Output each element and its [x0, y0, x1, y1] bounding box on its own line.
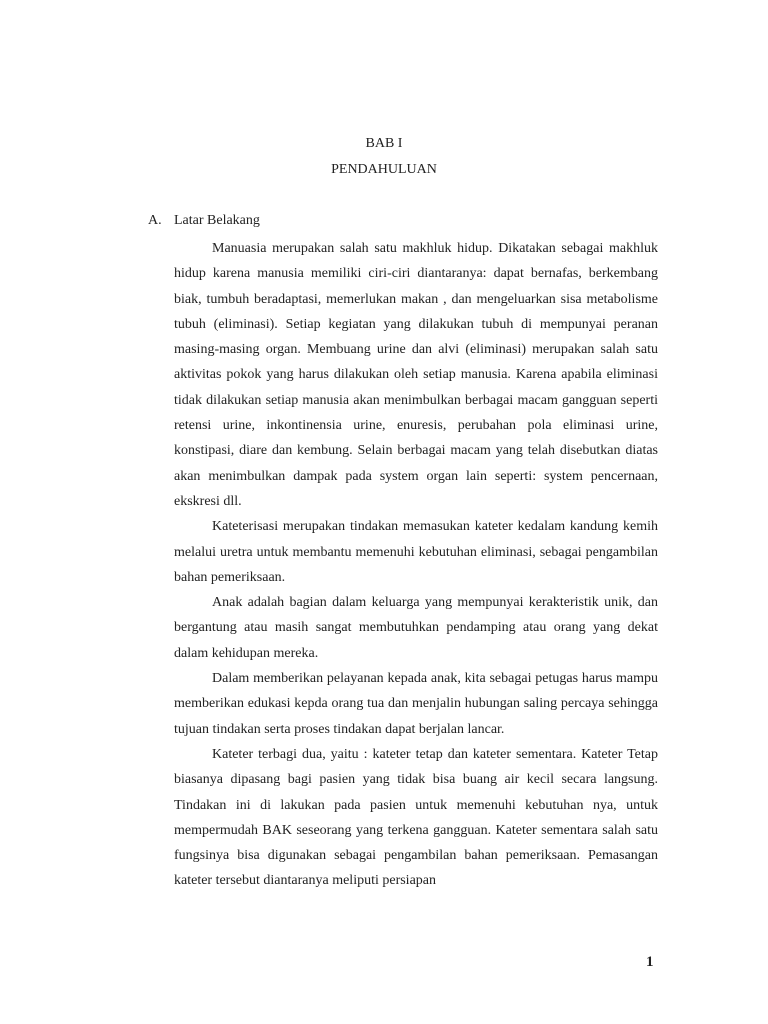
paragraph-3: Anak adalah bagian dalam keluarga yang mempunyai kerakteristik unik, dan bergantung atau masih sangat membutuhkan pendamping atau orang yang dekat dalam kehidupan mereka.: [174, 595, 658, 661]
chapter-number: BAB I: [365, 136, 403, 151]
section-title: Latar Belakang: [174, 213, 260, 228]
paragraph-5: Kateter terbagi dua, yaitu : kateter tetap dan kateter sementara. Kateter Tetap biasanya dipasang bagi pasien yang tidak bisa buang air kecil secara langsung. Tindakan ini di lakukan pada pasien untuk memenuhi kebutuhan nya, untuk mempermudah BAK seseorang yang terkena gangguan. Kateter sementara salah satu fungsinya bisa digunakan sebagai pengambilan bahan pemeriksaan. Pemasangan kateter tersebut diantaranya meliputi persiapan: [174, 746, 658, 889]
chapter-title: PENDAHULUAN: [331, 162, 437, 177]
paragraph-2: Kateterisasi merupakan tindakan memasukan kateter kedalam kandung kemih melalui uretra untuk membantu memenuhi kebutuhan eliminasi, sebagai pengambilan bahan pemeriksaan.: [174, 519, 658, 585]
body-text: [174, 236, 658, 894]
section-letter: A.: [148, 213, 162, 228]
paragraph-1: Manuasia merupakan salah satu makhluk hidup. Dikatakan sebagai makhluk hidup karena manusia memiliki ciri-ciri diantaranya: dapat bernafas, berkembang biak, tumbuh beradaptasi, memerlukan makan , dan mengeluarkan sisa metabolisme tubuh (eliminasi). Setiap kegiatan yang dilakukan tubuh di mempunyai peranan masing-masing organ. Membuang urine dan alvi (eliminasi) merupakan salah satu aktivitas pokok yang harus dilakukan oleh setiap manusia. Karena apabila eliminasi tidak dilakukan setiap manusia akan menimbulkan berbagai macam gangguan seperti retensi urine, inkontinensia urine, enuresis, perubahan pola eliminasi urine, konstipasi, diare dan kembung. Selain berbagai macam yang telah disebutkan diatas akan menimbulkan dampak pada system organ lain seperti: system pencernaan, ekskresi dll.: [174, 241, 658, 509]
paragraph-4: Dalam memberikan pelayanan kepada anak, kita sebagai petugas harus mampu memberikan edukasi kepda orang tua dan menjalin hubungan saling percaya sehingga tujuan tindakan serta proses tindakan dapat berjalan lancar.: [174, 671, 658, 737]
section-heading: [148, 213, 260, 229]
page-number: 1: [646, 954, 654, 970]
